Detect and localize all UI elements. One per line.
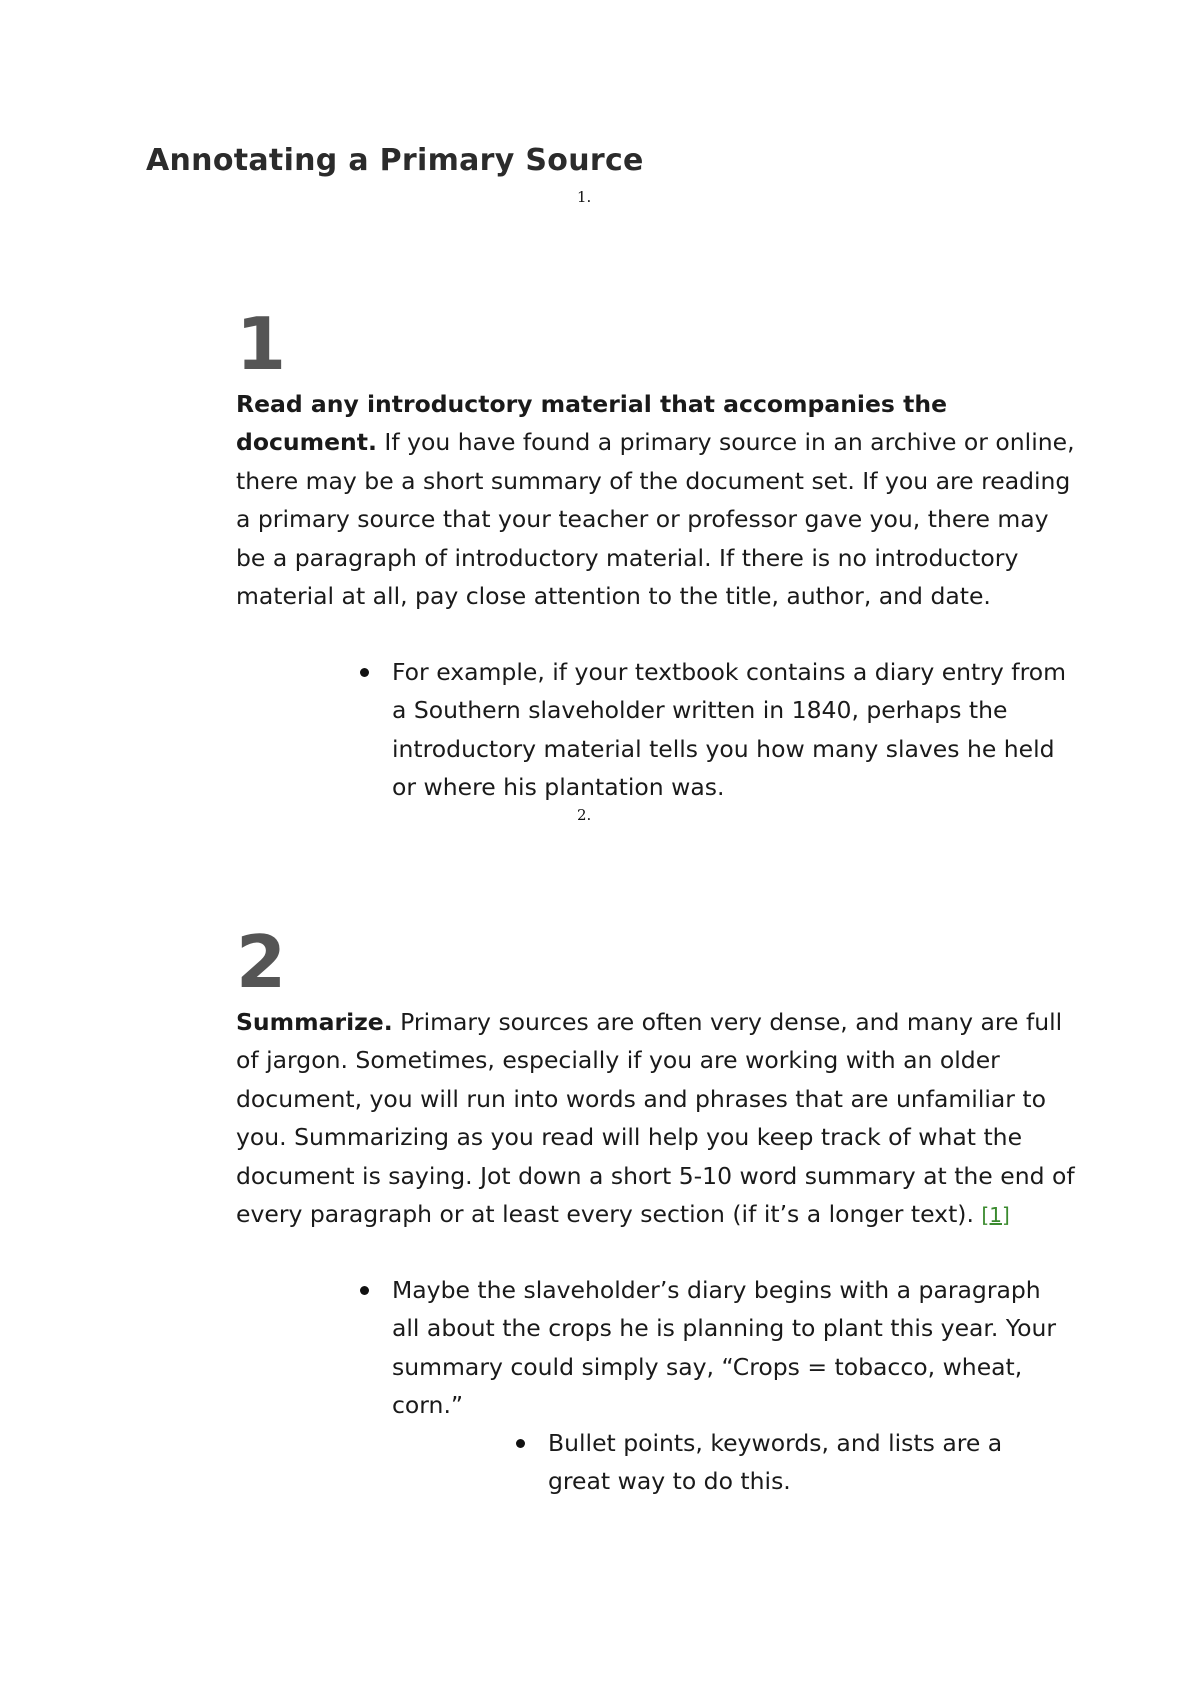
- step-1-body: If you have found a primary source in an archive or online, there may be a short summary of the document set. If you are reading a primary source that your teacher or professor gave you, there may be a paragraph of introductory material. If there is no introductory material at all, pay close attention to the title, author, and date.: [236, 428, 1075, 611]
- step-1-bullet-text: For example, if your textbook contains a diary entry from a Southern slaveholder written in 1840, perhaps the introductory material tells you how many slaves he held or where his plantation was.: [392, 658, 1066, 802]
- step-number-1: 1: [236, 302, 287, 386]
- bullet-dot-icon: [360, 668, 369, 677]
- step-marker-1: 1.: [577, 188, 592, 206]
- bullet-dot-icon: [360, 1286, 369, 1295]
- step-2-body: Primary sources are often very dense, and many are full of jargon. Sometimes, especially if you are working with an older document, you will run into words and phrases that are unfamiliar to you. Summarizing as you read will help you keep track of what the document is saying. Jot down a short 5-10 word summary at the end of every paragraph or at least every section (if it’s a longer text).: [236, 1008, 1075, 1229]
- step-2-sub-bullet-text: Bullet points, keywords, and lists are a great way to do this.: [548, 1429, 1003, 1496]
- step-2-bullet-text: Maybe the slaveholder’s diary begins with a paragraph all about the crops he is planning to plant this year. Your summary could simply say, “Crops = tobacco, wheat, corn.”: [392, 1276, 1057, 1420]
- step-2-bullet: [392, 1271, 1072, 1425]
- step-number-2: 2: [236, 920, 287, 1004]
- step-2-sub-bullet: [548, 1424, 1048, 1501]
- step-1-lead: Read any introductory material that accompanies the document.: [236, 390, 948, 457]
- step-2-paragraph: [236, 1003, 1076, 1234]
- step-marker-2: 2.: [577, 806, 592, 824]
- bullet-dot-icon: [516, 1439, 525, 1448]
- step-1-paragraph: [236, 385, 1076, 615]
- step-2-lead: Summarize.: [236, 1008, 393, 1036]
- document-title: Annotating a Primary Source: [146, 143, 644, 178]
- step-1-bullet: [392, 653, 1072, 807]
- footnote-link[interactable]: [1]: [981, 1203, 1010, 1228]
